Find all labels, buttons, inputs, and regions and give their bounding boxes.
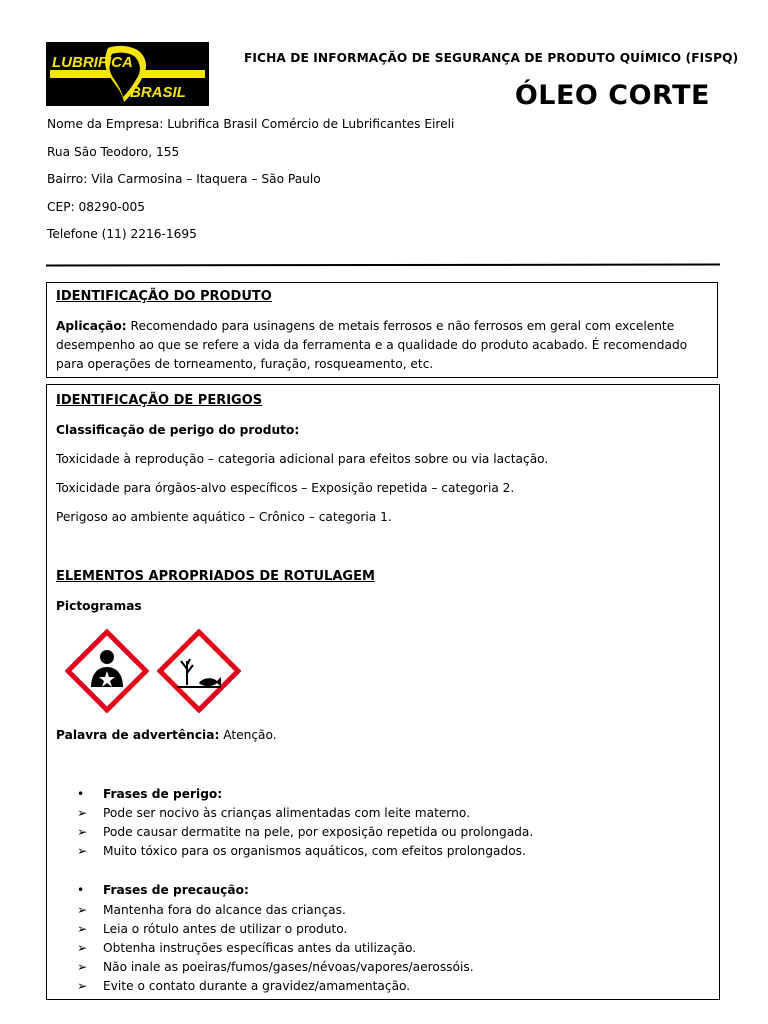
logo-graphic: [46, 42, 209, 106]
bullet-dot-icon: •: [77, 787, 85, 801]
fispq-title: FICHA DE INFORMAÇÃO DE SEGURANÇA DE PRODUTO QUÍMICO (FISPQ): [244, 51, 739, 65]
company-name: Nome da Empresa: Lubrifica Brasil Comércio de Lubrificantes Eireli: [47, 117, 455, 131]
precaution-phrase: Não inale as poeiras/fumos/gases/névoas/vapores/aerossóis.: [103, 960, 474, 974]
precaution-phrase: Leia o rótulo antes de utilizar o produto.: [103, 922, 348, 936]
hazard-phrase: Pode ser nocivo às crianças alimentadas com leite materno.: [103, 806, 470, 820]
classification-item: Perigoso ao ambiente aquático – Crônico – categoria 1.: [56, 510, 392, 524]
application-text-1: Recomendado para usinagens de metais ferrosos e não ferrosos em geral com excelente: [126, 319, 675, 333]
application-line-2: desempenho ao que se refere a vida da ferramenta e a qualidade do produto acabado. É recomendado: [56, 338, 688, 352]
logo-text-bottom: BRASIL: [130, 84, 186, 101]
arrow-bullet-icon: ➢: [77, 844, 88, 858]
arrow-bullet-icon: ➢: [77, 825, 88, 839]
classification-item: Toxicidade à reprodução – categoria adicional para efeitos sobre ou via lactação.: [56, 452, 549, 466]
classification-label: Classificação de perigo do produto:: [56, 423, 300, 437]
hazard-phrases-label: Frases de perigo:: [103, 787, 223, 801]
arrow-bullet-icon: ➢: [77, 941, 88, 955]
pictograms-label: Pictogramas: [56, 599, 142, 613]
product-title: ÓLEO CORTE: [514, 80, 710, 111]
application-line-3: para operações de torneamento, furação, rosqueamento, etc.: [56, 357, 434, 371]
divider-rule: [46, 264, 720, 267]
signal-word-line: [56, 728, 277, 742]
arrow-bullet-icon: ➢: [77, 806, 88, 820]
application-line-1: [56, 319, 674, 333]
hazard-identification-section: [46, 384, 720, 1000]
company-street: Rua São Teodoro, 155: [47, 145, 180, 159]
arrow-bullet-icon: ➢: [77, 960, 88, 974]
section-heading: IDENTIFICAÇÃO DO PRODUTO: [56, 289, 272, 304]
labeling-heading: ELEMENTOS APROPRIADOS DE ROTULAGEM: [56, 569, 375, 584]
company-phone: Telefone (11) 2216-1695: [47, 227, 197, 241]
application-label: Aplicação:: [56, 319, 127, 333]
hazard-phrase: Muito tóxico para os organismos aquáticos, com efeitos prolongados.: [103, 844, 526, 858]
product-identification-section: [46, 282, 718, 378]
arrow-bullet-icon: ➢: [77, 979, 88, 993]
hazard-phrase: Pode causar dermatite na pele, por exposição repetida ou prolongada.: [103, 825, 534, 839]
classification-item: Toxicidade para órgãos-alvo específicos – Exposição repetida – categoria 2.: [56, 481, 515, 495]
health-hazard-icon: [65, 629, 149, 716]
precaution-phrases-label: Frases de precaução:: [103, 883, 249, 897]
company-cep: CEP: 08290-005: [47, 200, 145, 214]
bullet-dot-icon: •: [77, 883, 85, 897]
company-logo: [46, 42, 209, 106]
precaution-phrase: Evite o contato durante a gravidez/amamentação.: [103, 979, 411, 993]
company-district: Bairro: Vila Carmosina – Itaquera – São Paulo: [47, 172, 321, 186]
signal-word: Atenção.: [219, 728, 277, 742]
precaution-phrase: Obtenha instruções específicas antes da utilização.: [103, 941, 417, 955]
arrow-bullet-icon: ➢: [77, 922, 88, 936]
precaution-phrase: Mantenha fora do alcance das crianças.: [103, 903, 346, 917]
logo-text-top: LUBRIFICA: [52, 54, 133, 71]
signal-word-label: Palavra de advertência:: [56, 728, 220, 742]
section-heading: IDENTIFICAÇÃO DE PERIGOS: [56, 393, 263, 408]
environment-hazard-icon: [157, 629, 241, 716]
arrow-bullet-icon: ➢: [77, 903, 88, 917]
